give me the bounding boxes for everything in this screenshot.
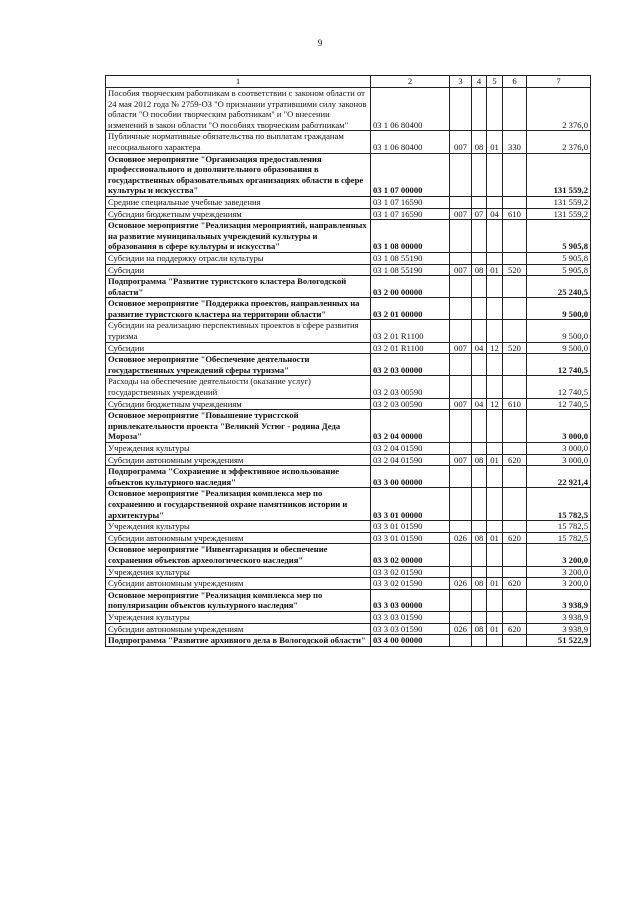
- row-amount: 3 200,0: [527, 578, 591, 590]
- row-name: Учреждения культуры: [106, 443, 371, 455]
- row-expense-type: [503, 153, 527, 196]
- row-name: Учреждения культуры: [106, 566, 371, 578]
- row-expense-type: 620: [503, 578, 527, 590]
- row-code: 03 1 08 00000: [371, 220, 450, 253]
- row-code: 03 2 01 00000: [371, 298, 450, 320]
- row-code: 03 1 08 55190: [371, 264, 450, 276]
- row-section: [472, 88, 487, 131]
- row-expense-type: [503, 544, 527, 566]
- row-subsection: 04: [487, 208, 503, 220]
- row-expense-type: [503, 466, 527, 488]
- row-amount: 3 938,9: [527, 623, 591, 635]
- row-section: [472, 488, 487, 521]
- row-code: 03 3 03 01590: [371, 611, 450, 623]
- row-ministry-code: [450, 488, 472, 521]
- row-code: 03 2 04 01590: [371, 443, 450, 455]
- row-section: [472, 521, 487, 533]
- row-subsection: [487, 320, 503, 342]
- row-amount: 15 782,5: [527, 532, 591, 544]
- row-section: 08: [472, 131, 487, 153]
- row-section: [472, 320, 487, 342]
- row-code: 03 3 01 00000: [371, 488, 450, 521]
- row-amount: 3 200,0: [527, 566, 591, 578]
- row-expense-type: 330: [503, 131, 527, 153]
- row-subsection: 01: [487, 454, 503, 466]
- table-row: [106, 532, 591, 544]
- row-expense-type: [503, 276, 527, 298]
- table-row: [106, 398, 591, 410]
- row-subsection: [487, 466, 503, 488]
- row-expense-type: [503, 196, 527, 208]
- row-ministry-code: [450, 252, 472, 264]
- table-row: [106, 488, 591, 521]
- row-expense-type: [503, 320, 527, 342]
- row-ministry-code: [450, 88, 472, 131]
- row-subsection: 01: [487, 623, 503, 635]
- row-subsection: [487, 635, 503, 647]
- row-code: 03 2 03 00590: [371, 398, 450, 410]
- header-col-6: 6: [503, 76, 527, 88]
- table-row: [106, 264, 591, 276]
- row-code: 03 1 07 16590: [371, 196, 450, 208]
- row-expense-type: [503, 611, 527, 623]
- row-code: 03 2 01 R1100: [371, 320, 450, 342]
- row-expense-type: [503, 220, 527, 253]
- row-amount: 51 522,9: [527, 635, 591, 647]
- header-col-5: 5: [487, 76, 503, 88]
- row-name: Пособия творческим работникам в соответствии с законом области от 24 мая 2012 года № 2759-ОЗ "О признании утратившими силу законов области "О пособии творческим работникам" и "О внесении изменений в закон области "О пособиях творческим работникам": [106, 88, 371, 131]
- row-ministry-code: 007: [450, 264, 472, 276]
- row-name: Субсидии на поддержку отрасли культуры: [106, 252, 371, 264]
- row-section: [472, 589, 487, 611]
- row-amount: 9 500,0: [527, 320, 591, 342]
- row-section: 04: [472, 398, 487, 410]
- row-ministry-code: [450, 298, 472, 320]
- row-amount: 2 376,0: [527, 131, 591, 153]
- table-row: [106, 153, 591, 196]
- row-expense-type: [503, 566, 527, 578]
- row-subsection: 12: [487, 342, 503, 354]
- row-subsection: [487, 276, 503, 298]
- table-row: [106, 208, 591, 220]
- row-expense-type: [503, 488, 527, 521]
- row-name: Субсидии автономным учреждениям: [106, 578, 371, 590]
- row-ministry-code: 026: [450, 532, 472, 544]
- row-amount: 3 200,0: [527, 544, 591, 566]
- table-row: [106, 131, 591, 153]
- row-ministry-code: [450, 443, 472, 455]
- row-ministry-code: [450, 320, 472, 342]
- row-name: Основное мероприятие "Реализация мероприятий, направленных на развитие муниципальных учреждений культуры и образования в сфере культуры и искусства": [106, 220, 371, 253]
- row-name: Публичные нормативные обязательства по выплатам гражданам несоциального характера: [106, 131, 371, 153]
- row-amount: 12 740,5: [527, 354, 591, 376]
- row-expense-type: [503, 410, 527, 443]
- row-name: Подпрограмма "Развитие архивного дела в Вологодской области": [106, 635, 371, 647]
- row-code: 03 3 01 01590: [371, 521, 450, 533]
- table-row: [106, 88, 591, 131]
- row-section: 08: [472, 532, 487, 544]
- row-amount: 22 921,4: [527, 466, 591, 488]
- table-row: [106, 635, 591, 647]
- header-col-3: 3: [450, 76, 472, 88]
- header-col-2: 2: [371, 76, 450, 88]
- row-subsection: [487, 566, 503, 578]
- row-code: 03 2 01 R1100: [371, 342, 450, 354]
- row-expense-type: 520: [503, 342, 527, 354]
- row-subsection: 12: [487, 398, 503, 410]
- row-name: Средние специальные учебные заведения: [106, 196, 371, 208]
- row-expense-type: [503, 376, 527, 398]
- row-ministry-code: 007: [450, 342, 472, 354]
- row-ministry-code: [450, 635, 472, 647]
- row-code: 03 3 02 01590: [371, 578, 450, 590]
- row-name: Расходы на обеспечение деятельности (оказание услуг) государственных учреждений: [106, 376, 371, 398]
- row-expense-type: [503, 298, 527, 320]
- row-section: 08: [472, 264, 487, 276]
- budget-table: [105, 75, 591, 647]
- row-expense-type: 520: [503, 264, 527, 276]
- row-ministry-code: [450, 276, 472, 298]
- table-row: [106, 589, 591, 611]
- row-section: [472, 544, 487, 566]
- header-col-4: 4: [472, 76, 487, 88]
- row-amount: 25 240,5: [527, 276, 591, 298]
- page-number: 9: [317, 38, 323, 48]
- row-name: Субсидии автономным учреждениям: [106, 454, 371, 466]
- row-section: 08: [472, 623, 487, 635]
- row-section: 04: [472, 342, 487, 354]
- row-subsection: [487, 298, 503, 320]
- row-ministry-code: [450, 611, 472, 623]
- table-row: [106, 466, 591, 488]
- row-name: Субсидии: [106, 264, 371, 276]
- row-section: 08: [472, 454, 487, 466]
- row-name: Основное мероприятие "Обеспечение деятельности государственных учреждений сферы туризма": [106, 354, 371, 376]
- row-subsection: 01: [487, 264, 503, 276]
- row-ministry-code: [450, 196, 472, 208]
- row-ministry-code: 026: [450, 623, 472, 635]
- row-section: [472, 611, 487, 623]
- row-subsection: [487, 88, 503, 131]
- table-row: [106, 298, 591, 320]
- table-row: [106, 376, 591, 398]
- row-subsection: 01: [487, 532, 503, 544]
- row-code: 03 1 08 55190: [371, 252, 450, 264]
- row-amount: 131 559,2: [527, 153, 591, 196]
- row-amount: 3 000,0: [527, 443, 591, 455]
- row-code: 03 3 03 01590: [371, 623, 450, 635]
- row-code: 03 3 00 00000: [371, 466, 450, 488]
- row-name: Субсидии автономным учреждениям: [106, 532, 371, 544]
- table-row: [106, 623, 591, 635]
- row-amount: 3 938,9: [527, 611, 591, 623]
- row-section: [472, 635, 487, 647]
- row-subsection: [487, 611, 503, 623]
- row-expense-type: [503, 88, 527, 131]
- row-ministry-code: [450, 566, 472, 578]
- row-subsection: 01: [487, 131, 503, 153]
- table-row: [106, 410, 591, 443]
- row-name: Основное мероприятие "Инвентаризация и обеспечение сохранения объектов археологического наследия": [106, 544, 371, 566]
- row-ministry-code: [450, 354, 472, 376]
- row-code: 03 2 04 00000: [371, 410, 450, 443]
- row-amount: 131 559,2: [527, 208, 591, 220]
- row-ministry-code: [450, 153, 472, 196]
- header-col-7: 7: [527, 76, 591, 88]
- row-name: Субсидии бюджетным учреждениям: [106, 398, 371, 410]
- row-section: 08: [472, 578, 487, 590]
- row-section: [472, 466, 487, 488]
- table-row: [106, 566, 591, 578]
- row-section: [472, 153, 487, 196]
- row-section: [472, 566, 487, 578]
- row-name: Основное мероприятие "Организация предоставления профессионального и дополнительного образования в государственных образовательных организациях области в сфере культуры и искусства": [106, 153, 371, 196]
- header-col-1: 1: [106, 76, 371, 88]
- row-expense-type: [503, 252, 527, 264]
- row-expense-type: [503, 635, 527, 647]
- table-row: [106, 578, 591, 590]
- row-amount: 5 905,8: [527, 252, 591, 264]
- table-row: [106, 521, 591, 533]
- row-code: 03 3 01 01590: [371, 532, 450, 544]
- row-ministry-code: 007: [450, 398, 472, 410]
- row-ministry-code: 007: [450, 208, 472, 220]
- row-name: Учреждения культуры: [106, 521, 371, 533]
- row-code: 03 1 06 80400: [371, 131, 450, 153]
- row-subsection: [487, 544, 503, 566]
- row-section: [472, 298, 487, 320]
- row-subsection: [487, 589, 503, 611]
- row-name: Субсидии: [106, 342, 371, 354]
- row-ministry-code: [450, 220, 472, 253]
- row-code: 03 3 02 00000: [371, 544, 450, 566]
- row-name: Учреждения культуры: [106, 611, 371, 623]
- row-subsection: [487, 252, 503, 264]
- row-section: [472, 443, 487, 455]
- row-amount: 3 000,0: [527, 410, 591, 443]
- row-subsection: [487, 521, 503, 533]
- row-code: 03 1 07 16590: [371, 208, 450, 220]
- row-expense-type: 620: [503, 532, 527, 544]
- row-amount: 9 500,0: [527, 342, 591, 354]
- row-subsection: [487, 443, 503, 455]
- row-amount: 3 000,0: [527, 454, 591, 466]
- row-subsection: [487, 196, 503, 208]
- row-subsection: [487, 376, 503, 398]
- row-expense-type: 620: [503, 454, 527, 466]
- row-ministry-code: [450, 466, 472, 488]
- row-subsection: [487, 220, 503, 253]
- row-ministry-code: 007: [450, 454, 472, 466]
- row-ministry-code: [450, 376, 472, 398]
- row-subsection: [487, 488, 503, 521]
- header-row: [106, 76, 591, 88]
- row-amount: 2 376,0: [527, 88, 591, 131]
- row-expense-type: 610: [503, 208, 527, 220]
- row-code: 03 2 00 00000: [371, 276, 450, 298]
- row-section: [472, 354, 487, 376]
- row-subsection: [487, 153, 503, 196]
- row-code: 03 1 06 80400: [371, 88, 450, 131]
- row-ministry-code: [450, 544, 472, 566]
- row-expense-type: [503, 521, 527, 533]
- row-subsection: [487, 410, 503, 443]
- row-amount: 131 559,2: [527, 196, 591, 208]
- row-code: 03 2 03 00590: [371, 376, 450, 398]
- row-section: [472, 196, 487, 208]
- row-amount: 15 782,5: [527, 521, 591, 533]
- row-subsection: 01: [487, 578, 503, 590]
- row-name: Подпрограмма "Развитие туристского кластера Вологодской области": [106, 276, 371, 298]
- row-expense-type: 620: [503, 623, 527, 635]
- table-row: [106, 252, 591, 264]
- row-amount: 15 782,5: [527, 488, 591, 521]
- row-subsection: [487, 354, 503, 376]
- table-row: [106, 320, 591, 342]
- row-code: 03 3 03 00000: [371, 589, 450, 611]
- table-row: [106, 454, 591, 466]
- row-expense-type: 610: [503, 398, 527, 410]
- row-section: [472, 376, 487, 398]
- row-code: 03 1 07 00000: [371, 153, 450, 196]
- row-expense-type: [503, 354, 527, 376]
- row-section: [472, 220, 487, 253]
- row-section: [472, 252, 487, 264]
- row-expense-type: [503, 443, 527, 455]
- row-ministry-code: [450, 410, 472, 443]
- row-code: 03 2 03 00000: [371, 354, 450, 376]
- table-row: [106, 354, 591, 376]
- row-code: 03 3 02 01590: [371, 566, 450, 578]
- row-code: 03 2 04 01590: [371, 454, 450, 466]
- table-row: [106, 342, 591, 354]
- table-row: [106, 443, 591, 455]
- row-amount: 5 905,8: [527, 220, 591, 253]
- row-ministry-code: [450, 589, 472, 611]
- row-section: 07: [472, 208, 487, 220]
- row-section: [472, 410, 487, 443]
- row-amount: 12 740,5: [527, 398, 591, 410]
- table-row: [106, 220, 591, 253]
- row-amount: 9 500,0: [527, 298, 591, 320]
- row-section: [472, 276, 487, 298]
- row-amount: 3 938,9: [527, 589, 591, 611]
- row-name: Основное мероприятие "Поддержка проектов, направленных на развитие туристского кластера на территории области": [106, 298, 371, 320]
- row-name: Подпрограмма "Сохранение и эффективное использование объектов культурного наследия": [106, 466, 371, 488]
- row-ministry-code: 026: [450, 578, 472, 590]
- table-row: [106, 611, 591, 623]
- table-row: [106, 276, 591, 298]
- table-row: [106, 544, 591, 566]
- row-code: 03 4 00 00000: [371, 635, 450, 647]
- row-expense-type: [503, 589, 527, 611]
- row-name: Основное мероприятие "Реализация комплекса мер по популяризации объектов культурного наследия": [106, 589, 371, 611]
- row-name: Основное мероприятие "Реализация комплекса мер по сохранению и государственной охране памятников истории и архитектуры": [106, 488, 371, 521]
- table-row: [106, 196, 591, 208]
- row-name: Субсидии бюджетным учреждениям: [106, 208, 371, 220]
- row-ministry-code: [450, 521, 472, 533]
- row-name: Основное мероприятие "Повышение туристской привлекательности проекта "Великий Устюг - родина Деда Мороза": [106, 410, 371, 443]
- row-amount: 12 740,5: [527, 376, 591, 398]
- row-name: Субсидии автономным учреждениям: [106, 623, 371, 635]
- row-amount: 5 905,8: [527, 264, 591, 276]
- row-name: Субсидии на реализацию перспективных проектов в сфере развития туризма: [106, 320, 371, 342]
- row-ministry-code: 007: [450, 131, 472, 153]
